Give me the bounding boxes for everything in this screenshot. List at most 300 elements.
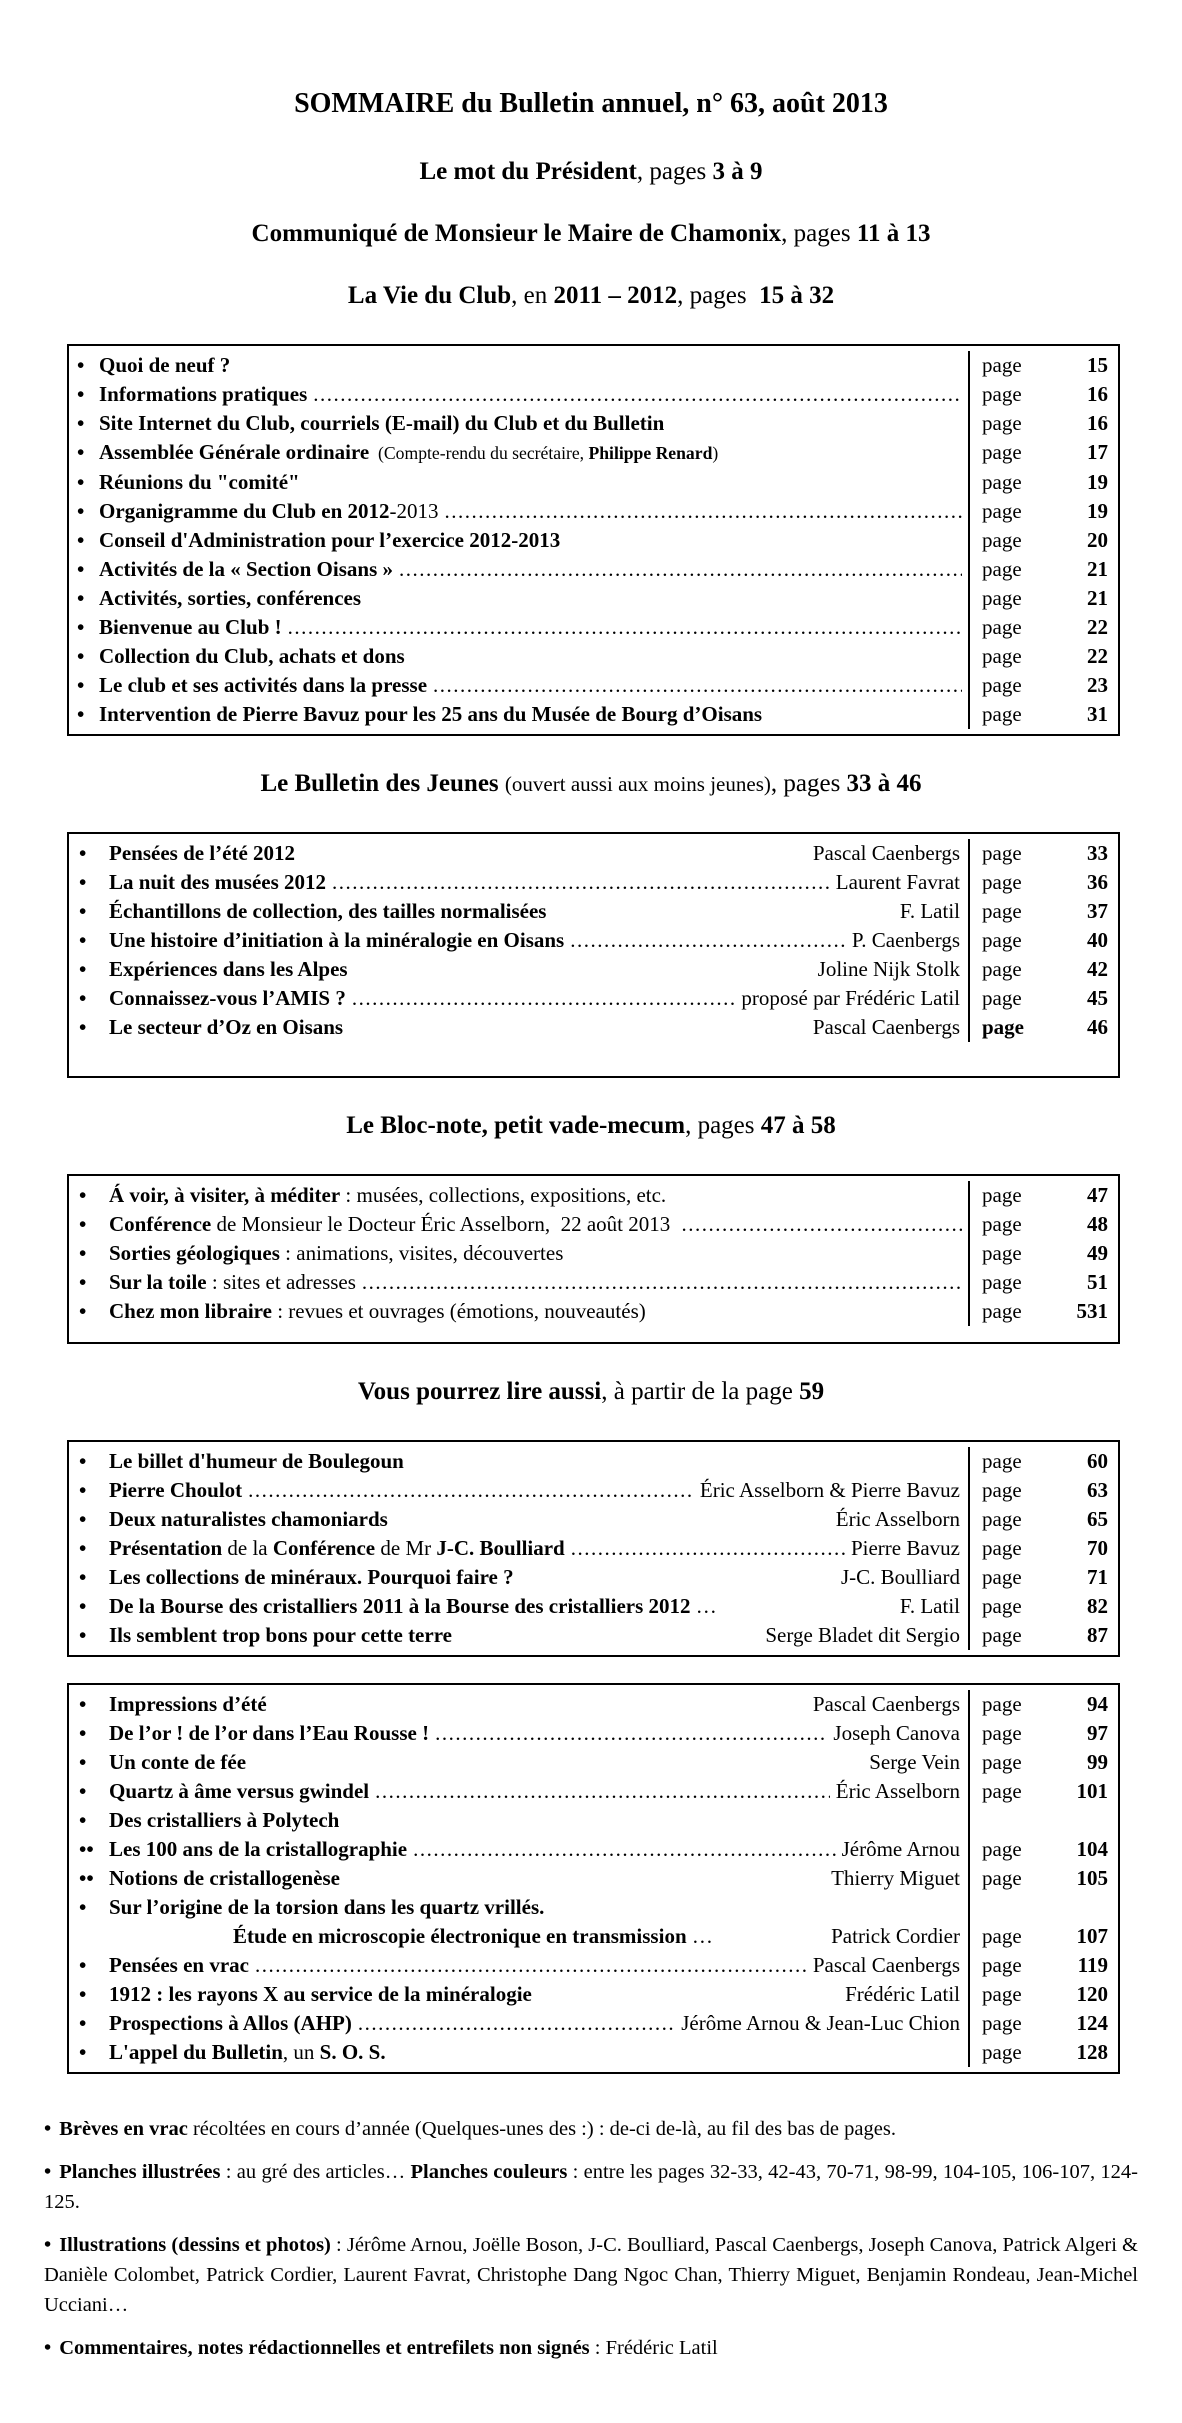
entry-title	[233, 1922, 718, 1951]
text-run: Informations pratiques	[99, 382, 308, 406]
text-run: Le secteur d’Oz en Oisans	[109, 1015, 344, 1039]
bullet-icon: •	[79, 1270, 87, 1294]
bullet-icon: •	[79, 1565, 87, 1589]
page-number: 22	[1087, 644, 1108, 668]
entry-title	[109, 1835, 407, 1864]
text-run: , pages	[677, 282, 760, 309]
text-run: (Compte-rendu du secrétaire,	[369, 443, 589, 463]
page-number: 21	[1087, 557, 1108, 581]
toc-row	[69, 700, 1118, 729]
entry-title	[109, 1447, 404, 1476]
page-word: page	[982, 1623, 1022, 1647]
page-word: page	[982, 899, 1022, 923]
heading-vous-pourrez-lire-aussi	[0, 1378, 1182, 1406]
text-run: de la	[222, 1536, 273, 1560]
bullet-icon: •	[77, 440, 85, 464]
toc-table-vie-du-club	[67, 344, 1120, 736]
text-run: Pascal Caenbergs	[812, 1015, 960, 1039]
text-run: Laurent Favrat	[835, 870, 960, 894]
entry-title	[109, 868, 326, 897]
entry-author	[900, 897, 968, 926]
text-run: Serge Vein	[869, 1750, 960, 1774]
bullet-icon: •	[79, 1183, 87, 1207]
bullet-icon: •	[79, 1449, 87, 1473]
entry-title	[109, 1777, 369, 1806]
text-run: Pensées en vrac	[109, 1953, 249, 1977]
toc-row	[69, 1181, 1118, 1210]
text-run: Le Bulletin des Jeunes	[260, 770, 505, 797]
toc-row	[69, 1893, 1118, 1922]
bullet-icon: •	[79, 986, 87, 1010]
text-run: 47 à 58	[760, 1112, 836, 1139]
text-run: Les collections de minéraux. Pourquoi faire ?	[109, 1565, 514, 1589]
text-run: Pierre Choulot	[109, 1478, 243, 1502]
page-cell	[968, 351, 1118, 380]
entry-title	[109, 1980, 532, 2009]
page-number: 99	[1087, 1750, 1108, 1774]
text-run: : Jérôme Arnou, Joëlle Boson, J-C. Boulliard, Pascal Caenbergs, Joseph Canova, Patrick Algeri & Danièle Colombet, Patrick Cordier, Laurent Favrat, Christophe Dang Ngoc Chan, Thierry Miguet, Benjamin Rondeau, Jean-Michel Ucciani…	[44, 2234, 1144, 2316]
entry-author	[841, 1563, 968, 1592]
page-word: page	[982, 1692, 1022, 1716]
page-cell	[968, 955, 1118, 984]
text-run: : entre les pages 32-33, 42-43, 70-71, 98-99, 104-105, 106-107, 124-125.	[44, 2161, 1139, 2213]
bullet-icon: •	[77, 557, 85, 581]
text-run: : Frédéric Latil	[589, 2337, 718, 2359]
page-word: page	[982, 1536, 1022, 1560]
text-run: : musées, collections, expositions, etc.	[340, 1183, 667, 1207]
entry-title	[109, 2009, 352, 2038]
text-run: Pensées de l’été 2012	[109, 841, 296, 865]
page-word: page	[982, 2011, 1022, 2035]
entry-title	[109, 897, 546, 926]
page-cell	[968, 409, 1118, 438]
text-run: Deux naturalistes chamoniards	[109, 1507, 388, 1531]
text-run: : revues et ouvrages (émotions, nouveautés)	[271, 1299, 646, 1323]
toc-row	[69, 1922, 1118, 1951]
toc-row	[69, 926, 1118, 955]
toc-row	[69, 1806, 1118, 1835]
dotted-leader	[375, 1777, 830, 1806]
entry-author	[842, 1835, 968, 1864]
page-cell	[968, 926, 1118, 955]
page-cell	[968, 1748, 1118, 1777]
entry-title	[109, 1719, 429, 1748]
bullet-icon: •	[79, 1953, 87, 1977]
entry-title	[109, 1592, 722, 1621]
toc-row	[69, 1951, 1118, 1980]
text-run: Pascal Caenbergs	[812, 1953, 960, 1977]
page-number: 49	[1087, 1241, 1108, 1265]
toc-row	[69, 1690, 1118, 1719]
page-word: page	[982, 440, 1022, 464]
entry-title	[109, 1563, 514, 1592]
toc-row	[69, 613, 1118, 642]
text-run: SOMMAIRE du Bulletin annuel, n° 63, août 2013	[294, 88, 888, 119]
text-run: Ils semblent trop bons pour cette terre	[109, 1623, 452, 1647]
bullet-icon: •	[79, 2040, 87, 2064]
entry-author	[818, 955, 968, 984]
entry-title	[99, 380, 307, 409]
text-run: Le mot du Président	[419, 158, 637, 185]
page-cell	[968, 555, 1118, 584]
page-word: page	[982, 870, 1022, 894]
toc-row	[69, 584, 1118, 613]
text-run: Organigramme du Club en 2012	[99, 499, 390, 523]
entry-author	[813, 839, 968, 868]
text-run: Quartz à âme versus gwindel	[109, 1779, 370, 1803]
text-run: Une histoire d’initiation à la minéralogie en Oisans	[109, 928, 565, 952]
bullet-icon: •	[79, 1692, 87, 1716]
bullet-icon: ••	[79, 1866, 94, 1890]
page-word: page	[982, 1594, 1022, 1618]
page-number: 101	[1076, 1779, 1108, 1803]
toc-row	[69, 555, 1118, 584]
text-run: 59	[799, 1378, 825, 1405]
text-run: Un conte de fée	[109, 1750, 247, 1774]
entry-author	[836, 1505, 968, 1534]
page-word: page	[982, 557, 1022, 581]
page-cell	[968, 1534, 1118, 1563]
text-run: S. O. S.	[319, 2040, 386, 2064]
text-run: Activités, sorties, conférences	[99, 586, 362, 610]
entry-title	[109, 984, 346, 1013]
text-run: Conférence	[109, 1212, 212, 1236]
page-number: 107	[1076, 1924, 1108, 1948]
footer-note	[44, 2333, 1138, 2363]
entry-author	[869, 1748, 968, 1777]
text-run: Bienvenue au Club !	[99, 615, 282, 639]
entry-title	[109, 1951, 249, 1980]
page-word: page	[982, 382, 1022, 406]
text-run: de Mr	[375, 1536, 437, 1560]
page-number: 46	[1087, 1015, 1108, 1039]
text-run: Assemblée Générale ordinaire	[99, 440, 370, 464]
page-number: 71	[1087, 1565, 1108, 1589]
text-run: Sur l’origine de la torsion dans les quartz vrillés.	[109, 1895, 545, 1919]
page-cell	[968, 1181, 1118, 1210]
bullet-icon: •	[79, 1982, 87, 2006]
text-run: Intervention de Pierre Bavuz pour les 25 ans du Musée de Bourg d’Oisans	[99, 702, 763, 726]
entry-title	[109, 2038, 386, 2067]
text-run: , pages	[685, 1112, 761, 1139]
entry-title	[99, 468, 300, 497]
entry-author	[813, 1013, 968, 1042]
footer-note	[44, 2114, 1138, 2144]
page-number: 16	[1087, 411, 1108, 435]
dotted-leader	[352, 984, 735, 1013]
bullet-icon: •	[44, 2337, 52, 2359]
entry-author	[831, 1864, 968, 1893]
text-run: Éric Asselborn	[835, 1779, 960, 1803]
page-cell	[968, 526, 1118, 555]
text-run: Chez mon libraire	[109, 1299, 272, 1323]
bullet-icon: •	[77, 586, 85, 610]
page-cell	[968, 1013, 1118, 1042]
text-run: Conseil d'Administration pour l’exercice 2012-2013	[99, 528, 561, 552]
page-cell	[968, 1239, 1118, 1268]
page-cell	[968, 613, 1118, 642]
toc-row	[69, 1239, 1118, 1268]
dotted-leader	[682, 1210, 963, 1239]
text-run: Conférence	[272, 1536, 376, 1560]
page-cell	[968, 1922, 1118, 1951]
page-number: 42	[1087, 957, 1108, 981]
bullet-icon: •	[79, 899, 87, 923]
heading-mot-du-president	[0, 158, 1182, 186]
bullet-icon: •	[44, 2118, 52, 2140]
text-run: Brèves en vrac	[59, 2118, 188, 2140]
text-run: Communiqué de Monsieur le Maire de Chamonix	[251, 220, 782, 247]
entry-author	[831, 1922, 968, 1951]
toc-row	[69, 351, 1118, 380]
page-word: page	[982, 1866, 1022, 1890]
page-word: page	[982, 702, 1022, 726]
page-number: 63	[1087, 1478, 1108, 1502]
entry-author	[681, 2009, 968, 2038]
page-cell	[968, 1210, 1118, 1239]
text-run: )	[712, 443, 719, 463]
page-word: page	[982, 1507, 1022, 1531]
entry-title	[99, 671, 427, 700]
page-cell	[968, 1447, 1118, 1476]
page-number: 48	[1087, 1212, 1108, 1236]
dotted-leader	[358, 2009, 675, 2038]
text-run: Commentaires, notes rédactionnelles et entrefilets non signés	[59, 2337, 590, 2359]
heading-bulletin-des-jeunes	[0, 770, 1182, 798]
bullet-icon: •	[77, 673, 85, 697]
text-run: , un	[282, 2040, 320, 2064]
entry-author	[833, 1719, 968, 1748]
page-number: 87	[1087, 1623, 1108, 1647]
toc-row	[69, 1592, 1118, 1621]
page-word: page	[982, 586, 1022, 610]
entry-title	[109, 1297, 646, 1326]
page-cell	[968, 1592, 1118, 1621]
entry-title	[99, 584, 361, 613]
bullet-icon: ••	[79, 1837, 94, 1861]
page-number: 40	[1087, 928, 1108, 952]
toc-row	[69, 1980, 1118, 2009]
page-cell	[968, 2009, 1118, 2038]
heading-vie-du-club	[0, 282, 1182, 310]
text-run: Expériences dans les Alpes	[109, 957, 348, 981]
text-run: Joseph Canova	[833, 1721, 960, 1745]
text-run: , en	[511, 282, 554, 309]
text-run: Jérôme Arnou	[841, 1837, 960, 1861]
page-cell	[968, 438, 1118, 468]
text-run: Illustrations (dessins et photos)	[59, 2234, 331, 2256]
text-run: Échantillons de collection, des tailles normalisées	[109, 899, 547, 923]
text-run: Philippe Renard	[588, 443, 713, 463]
page-word: page	[982, 1982, 1022, 2006]
text-run: : sites et adresses	[206, 1270, 356, 1294]
text-run: Éric Asselborn	[835, 1507, 960, 1531]
entry-author	[765, 1621, 968, 1650]
text-run: Le club et ses activités dans la presse	[99, 673, 428, 697]
page-number: 65	[1087, 1507, 1108, 1531]
bullet-icon: •	[79, 1895, 87, 1919]
page-cell	[968, 1621, 1118, 1650]
entry-title	[109, 1748, 246, 1777]
dotted-leader	[435, 1719, 827, 1748]
bullet-icon: •	[79, 1721, 87, 1745]
page-word: page	[982, 1478, 1022, 1502]
text-run: Le billet d'humeur de Boulegoun	[109, 1449, 404, 1473]
text-run: …	[690, 1594, 723, 1618]
page-cell	[968, 497, 1118, 526]
text-run: Présentation	[109, 1536, 223, 1560]
text-run: De la Bourse des cristalliers 2011 à la Bourse des cristalliers 2012	[109, 1594, 691, 1618]
toc-table-bulletin-des-jeunes	[67, 832, 1120, 1078]
entry-author	[741, 984, 968, 1013]
page-cell	[968, 1719, 1118, 1748]
page-number: 124	[1076, 2011, 1108, 2035]
text-run: Sorties géologiques	[109, 1241, 280, 1265]
dotted-leader	[445, 497, 962, 526]
page-cell	[968, 468, 1118, 497]
page-number: 60	[1087, 1449, 1108, 1473]
text-run: récoltées en cours d’année (Quelques-unes des :) : de-ci de-là, au fil des bas de pages.	[187, 2118, 896, 2140]
page-word: page	[982, 1183, 1022, 1207]
page-cell	[968, 839, 1118, 868]
toc-table-lire-aussi-2	[67, 1683, 1120, 2074]
text-run: : animations, visites, découvertes	[279, 1241, 564, 1265]
page-word: page	[982, 411, 1022, 435]
text-run: Réunions du "comité"	[99, 470, 300, 494]
entry-title	[109, 1210, 676, 1239]
text-run: , à partir de la page	[601, 1378, 800, 1405]
entry-title	[99, 526, 560, 555]
page-word: page	[982, 1837, 1022, 1861]
text-run: Site Internet du Club, courriels (E-mail) du Club et du Bulletin	[99, 411, 665, 435]
page-cell	[968, 2038, 1118, 2067]
page-word: page	[982, 1270, 1022, 1294]
toc-row	[69, 1210, 1118, 1239]
bullet-icon: •	[77, 615, 85, 639]
bullet-icon: •	[79, 957, 87, 981]
entry-title	[109, 1268, 356, 1297]
text-run: Prospections à Allos (AHP)	[109, 2011, 352, 2035]
entry-author	[700, 1476, 968, 1505]
entry-title	[109, 1181, 666, 1210]
page-number: 47	[1087, 1183, 1108, 1207]
page-number: 531	[1076, 1299, 1108, 1323]
text-run: 33 à 46	[846, 770, 922, 797]
toc-row	[69, 438, 1118, 468]
text-run: Impressions d’été	[109, 1692, 267, 1716]
page-number: 16	[1087, 382, 1108, 406]
text-run: Vous pourrez lire aussi	[357, 1378, 602, 1405]
page-cell	[968, 1297, 1118, 1326]
entry-title	[109, 1690, 267, 1719]
dotted-leader	[362, 1268, 962, 1297]
bullet-icon: •	[79, 1015, 87, 1039]
toc-row	[69, 1297, 1118, 1326]
bullet-icon: •	[79, 870, 87, 894]
dotted-leader	[332, 868, 830, 897]
toc-row	[69, 1748, 1118, 1777]
bullet-icon: •	[77, 382, 85, 406]
dotted-leader	[413, 1835, 836, 1864]
toc-row	[69, 1013, 1118, 1042]
entry-title	[109, 955, 348, 984]
text-run: J-C. Boulliard	[841, 1565, 960, 1589]
toc-row	[69, 1476, 1118, 1505]
page-number: 45	[1087, 986, 1108, 1010]
toc-row	[69, 1864, 1118, 1893]
page-number: 120	[1076, 1982, 1108, 2006]
bullet-icon: •	[79, 1594, 87, 1618]
page-number: 82	[1087, 1594, 1108, 1618]
page-number: 23	[1087, 673, 1108, 697]
toc-row	[69, 955, 1118, 984]
page-word: page	[982, 1212, 1022, 1236]
page-number: 19	[1087, 499, 1108, 523]
page-word: page	[982, 1565, 1022, 1589]
page-cell	[968, 984, 1118, 1013]
page-title	[0, 88, 1182, 120]
page-cell	[968, 584, 1118, 613]
text-run: Activités de la « Section Oisans »	[99, 557, 393, 581]
text-run: F. Latil	[899, 1594, 960, 1618]
page-cell	[968, 380, 1118, 409]
page-number: 119	[1077, 1953, 1108, 1977]
text-run: proposé par Frédéric Latil	[741, 986, 960, 1010]
entry-title	[99, 613, 282, 642]
bullet-icon: •	[79, 1478, 87, 1502]
dotted-leader	[433, 671, 962, 700]
bullet-icon: •	[77, 644, 85, 668]
text-run: Planches illustrées	[59, 2161, 221, 2183]
page-word: page	[982, 1779, 1022, 1803]
toc-row	[69, 526, 1118, 555]
toc-row	[69, 2038, 1118, 2067]
page-cell	[968, 1476, 1118, 1505]
text-run: …	[686, 1924, 719, 1948]
dotted-leader	[288, 613, 962, 642]
toc-row	[69, 1563, 1118, 1592]
dotted-leader	[571, 1534, 845, 1563]
page-word: page	[982, 841, 1022, 865]
entry-title	[99, 555, 393, 584]
page-word: page	[982, 1924, 1022, 1948]
entry-author	[852, 926, 968, 955]
page-cell	[968, 1864, 1118, 1893]
bullet-icon: •	[77, 411, 85, 435]
toc-row	[69, 868, 1118, 897]
page-cell	[968, 1893, 1118, 1922]
page-word: page	[982, 1953, 1022, 1977]
dotted-leader	[248, 1476, 694, 1505]
page-number: 20	[1087, 528, 1108, 552]
toc-row	[69, 671, 1118, 700]
entry-author	[813, 1690, 968, 1719]
text-run: De l’or ! de l’or dans l’Eau Rousse !	[109, 1721, 430, 1745]
entry-title	[109, 1013, 343, 1042]
page-word: page	[982, 528, 1022, 552]
page-word: page	[982, 673, 1022, 697]
toc-row	[69, 468, 1118, 497]
page-word: page	[982, 470, 1022, 494]
bullet-icon: •	[79, 928, 87, 952]
text-run: Frédéric Latil	[845, 1982, 960, 2006]
page-cell	[968, 1980, 1118, 2009]
text-run: 2011 – 2012	[553, 282, 678, 309]
entry-title	[99, 438, 718, 468]
bullet-icon: •	[79, 1241, 87, 1265]
entry-title	[109, 1476, 242, 1505]
page-word: page	[982, 1015, 1024, 1039]
